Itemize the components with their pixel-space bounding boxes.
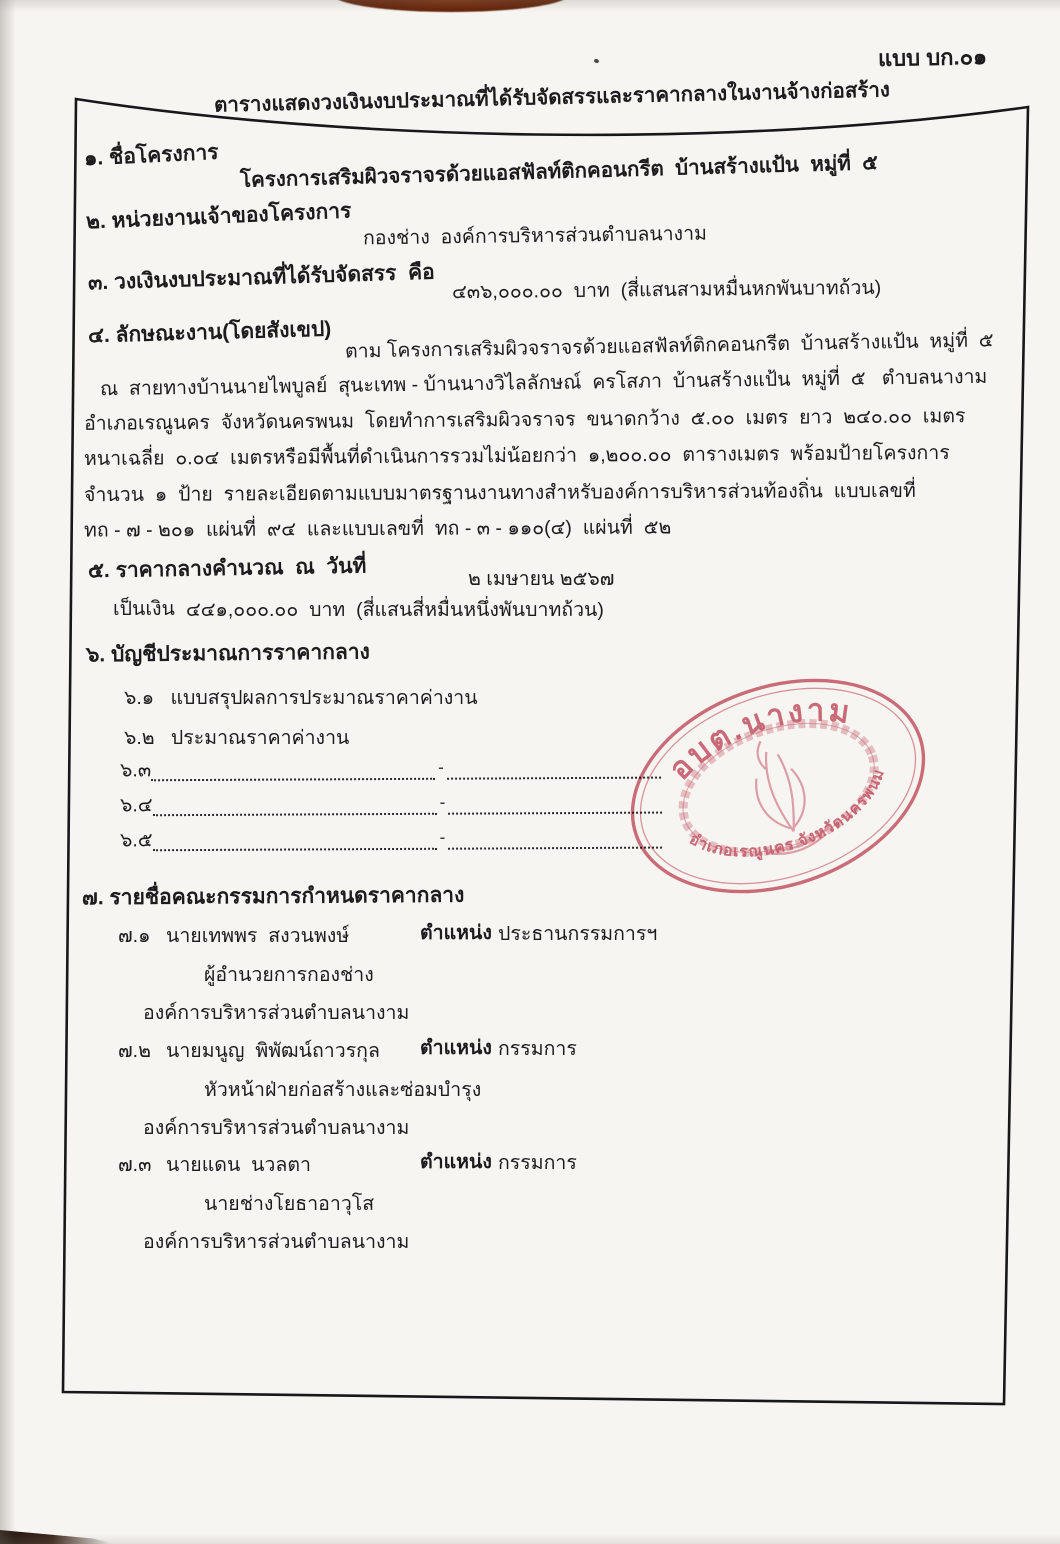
member-org: องค์การบริหารส่วนตำบลนางาม [143, 1231, 410, 1253]
member-position: กรรมการ [498, 1152, 577, 1174]
item3-label: ๓. วงเงินงบประมาณที่ได้รับจัดสรร คือ [87, 260, 436, 295]
item4-line: ทถ - ๗ - ๒๐๑ แผ่นที่ ๙๔ และแบบเลขที่ ทถ - ๓ - ๑๑๐(๔) แผ่นที่ ๕๒ [83, 516, 672, 542]
scan-speck [593, 58, 599, 63]
member-name: นายแดน นวลตา [166, 1154, 311, 1176]
scan-artifact-top [332, 0, 570, 12]
scan-edge-shadow-bottom [0, 1534, 1060, 1544]
member-title: ผู้อำนวยการกองช่าง [204, 964, 374, 986]
member-org: องค์การบริหารส่วนตำบลนางาม [143, 1117, 410, 1139]
item4-line: อำเภอเรณูนคร จังหวัดนครพนม โดยทำการเสริมผิวจราจร ขนาดกว้าง ๕.๐๐ เมตร ยาว ๒๔๐.๐๐ เมตร [83, 405, 966, 435]
item4-number: ๔. [87, 323, 111, 348]
item2-value: กองช่าง องค์การบริหารส่วนตำบลนางาม [362, 222, 708, 250]
svg-text:อำเภอเรณูนคร จังหวัดนครพนม [682, 762, 903, 885]
item6-sub3-blank-line: ๖.๓ - [120, 757, 661, 782]
item3-value: ๔๓๖,๐๐๐.๐๐ บาท (สี่แสนสามหมื่นหกพันบาทถ้วน) [451, 276, 882, 304]
position-label: ตำแหน่ง [420, 922, 492, 944]
item1-number: ๑. [83, 146, 104, 171]
dotted-line [153, 833, 437, 851]
member-number: ๗.๑ [118, 925, 151, 947]
item6-label: ๖. บัญชีประมาณการราคากลาง [85, 640, 370, 667]
item5-number: ๕. [87, 559, 110, 583]
dotted-line [153, 798, 437, 816]
item2-number: ๒. [85, 209, 107, 234]
position-label: ตำแหน่ง [420, 1151, 492, 1173]
item1-value: โครงการเสริมผิวจราจรด้วยแอสฟัลท์ติกคอนกรีต บ้านสร้างแป้น หมู่ที่ ๕ [239, 151, 879, 192]
member-title: หัวหน้าฝ่ายก่อสร้างและซ่อมบำรุง [204, 1079, 482, 1101]
item5-amount-value: ๔๔๑,๐๐๐.๐๐ บาท (สี่แสนสี่หมื่นหนึ่งพันบาทถ้วน) [186, 599, 604, 621]
member-title: นายช่างโยธาอาวุโส [204, 1193, 375, 1215]
item4-label: ๔. ลักษณะงาน(โดยสังเขป) [87, 317, 332, 348]
item6-sub5-blank-line: ๖.๕ - [120, 827, 662, 852]
item6-number: ๖. [85, 643, 106, 667]
item4-line: จำนวน ๑ ป้าย รายละเอียดตามแบบมาตรฐานงานทางสำหรับองค์การบริหารส่วนท้องถิ่น แบบเลขที่ [83, 479, 916, 507]
scan-artifact-bottom-left [0, 1527, 116, 1544]
rubber-stamp-seal [597, 637, 960, 935]
stamp-text-top: อบต.นางาม [661, 692, 855, 787]
item7-number: ๗. [81, 886, 104, 910]
item4-line: ณ สายทางบ้านนายไพบูลย์ สุนะเทพ - บ้านนางวิไลลักษณ์ ครโสภา บ้านสร้างแป้น หมู่ที่ ๕ ตำบลนางาม [99, 365, 988, 401]
member-position: ประธานกรรมการฯ [498, 923, 658, 945]
item7-label: ๗. รายชื่อคณะกรรมการกำหนดราคากลาง [81, 883, 465, 910]
scan-edge-shadow-left [0, 0, 16, 1544]
member-name: นายมนูญ พิพัฒน์ถาวรกุล [166, 1040, 380, 1062]
item5-amount-label: เป็นเงิน [113, 598, 175, 620]
item3-number: ๓. [87, 270, 109, 295]
member-number: ๗.๒ [118, 1040, 151, 1062]
position-label: ตำแหน่ง [420, 1037, 492, 1059]
member-name: นายเทพพร สงวนพงษ์ [166, 925, 350, 947]
item4-line: หนาเฉลี่ย ๐.๐๔ เมตรหรือมีพื้นที่ดำเนินการรวมไม่น้อยกว่า ๑,๒๐๐.๐๐ ตารางเมตร พร้อมป้ายโครงการ [83, 441, 950, 471]
dotted-line [151, 763, 435, 781]
item6-sub4-blank-line: ๖.๔ - [120, 792, 662, 817]
item4-line: ตาม โครงการเสริมผิวจราจรด้วยแอสฟัลท์ติกคอนกรีต บ้านสร้างแป้น หมู่ที่ ๕ [344, 329, 994, 363]
item5-date-value: ๒ เมษายน ๒๕๖๗ [468, 568, 615, 590]
stamp-text-bottom: อำเภอเรณูนคร จังหวัดนครพนม [686, 766, 889, 861]
item6-sub2: ๖.๒ ประมาณราคาค่างาน [124, 727, 350, 749]
member-org: องค์การบริหารส่วนตำบลนางาม [143, 1002, 410, 1024]
item6-sub1: ๖.๑ แบบสรุปผลการประมาณราคาค่างาน [124, 687, 478, 709]
item1-label: ๑. ชื่อโครงการ [83, 140, 219, 171]
member-position: กรรมการ [498, 1038, 577, 1060]
item5-label: ๕. ราคากลางคำนวณ ณ วันที่ [87, 554, 367, 583]
form-code: แบบ บก.๐๑ [877, 44, 988, 71]
member-number: ๗.๓ [118, 1154, 152, 1176]
document-title: ตารางแสดงวงเงินงบประมาณที่ได้รับจัดสรรและราคากลางในงานจ้างก่อสร้าง [213, 78, 891, 117]
stamp-outer-ring [604, 644, 952, 929]
item2-label: ๒. หน่วยงานเจ้าของโครงการ [85, 199, 352, 234]
